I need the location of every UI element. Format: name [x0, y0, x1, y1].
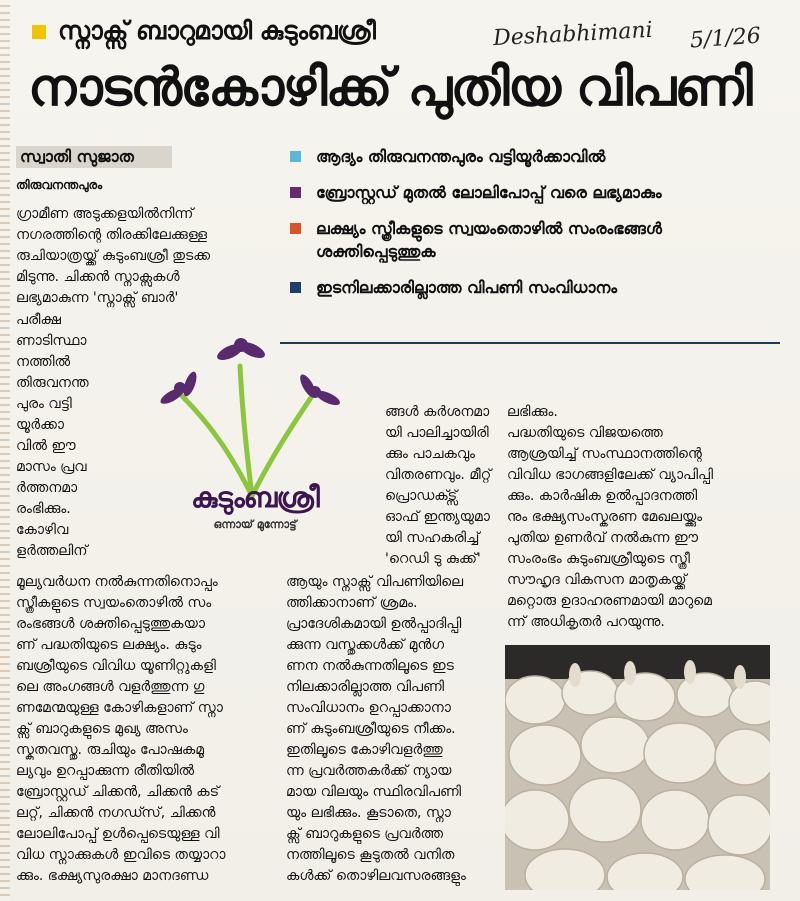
- square-bullet-icon: [290, 282, 301, 293]
- text-line: ക്കും പാചകവും: [385, 446, 476, 462]
- kicker-marker-icon: [32, 25, 46, 39]
- highlight-text: ലക്ഷ്യം സ്ത്രീകളുടെ സ്വയംതൊഴിൽ സംരംഭങ്ങൾ ശക്തിപ്പെടുത്തുക: [316, 219, 662, 261]
- text-line: ലഭ്യമാകുന്ന 'സ്നാക്സ് ബാർ': [16, 290, 179, 306]
- text-line: ണ് പദ്ധതിയുടെ ലക്ഷ്യം. കുടും: [16, 637, 202, 653]
- handwritten-note: Deshabhimani: [492, 17, 654, 52]
- square-bullet-icon: [290, 151, 301, 162]
- text-line: രംഭങ്ങൾ ശക്തിപ്പെടുത്തുകയാ: [16, 616, 205, 632]
- torn-edge: [0, 0, 10, 901]
- text-line: 'റെഡി ടു കുക്ക്': [385, 551, 481, 567]
- text-line: പുരം വട്ടി: [16, 396, 72, 412]
- highlight-text: ഇടനിലക്കാരില്ലാത്ത വിപണി സംവിധാനം: [316, 278, 618, 297]
- text-line: ണ് കുടുംബശ്രീയുടെ നീക്കം.: [286, 721, 456, 737]
- logo-name: കുടുംബശ്രീ: [191, 481, 319, 514]
- highlight-item: [288, 181, 768, 204]
- highlight-text: ആദ്യം തിരുവനന്തപുരം വട്ടിയൂർക്കാവിൽ: [316, 147, 606, 166]
- text-line: ആശ്രയിച്ച് സംസ്ഥാനത്തിന്റെ: [507, 446, 702, 462]
- text-line: ലോലിപോപ്പ് ഉൾപ്പെടെയുള്ള വി: [16, 826, 220, 842]
- text-line: വിതരണവും. മീറ്റ്: [385, 467, 492, 483]
- text-line: ഗ്രാമീണ അടുക്കളയിൽനിന്ന്: [16, 206, 194, 222]
- text-line: ന്ന പ്രവർത്തകർക്ക് ന്യായ: [286, 763, 452, 779]
- highlight-item: [288, 145, 768, 168]
- text-line: സൗഹൃദ വികസന മാതൃകയ്ക്ക്: [507, 572, 687, 588]
- text-line: ഓഫ് ഇന്ത്യയുമാ: [385, 509, 490, 525]
- text-line: വിധ സ്നാക്കുകൾ ഇവിടെ തയ്യാറാ: [16, 847, 226, 863]
- dateline: തിരുവനന്തപുരം: [16, 178, 103, 192]
- text-line: ളർത്തലിന്: [16, 543, 88, 559]
- highlight-text: ബ്രോസ്റ്റഡ് മുതൽ ലോലിപോപ്പ് വരെ ലഭ്യമാകും: [316, 183, 662, 202]
- text-line: രുചിയാത്രയ്ക്ക് കുടുംബശ്രീ തുടക്ക: [16, 248, 211, 264]
- text-line: യും ലഭിക്കും. കൂടാതെ, സ്നാ: [286, 805, 451, 821]
- text-line: ബശ്രീയുടെ വിവിധ യൂണിറ്റുകളി: [16, 658, 216, 674]
- highlight-item: [288, 217, 768, 263]
- text-line: യി സഹകരിച്ച്: [385, 530, 480, 546]
- text-line: ക്കും. ഭക്ഷ്യസുരക്ഷാ മാനദണ്ഡ: [16, 868, 209, 884]
- text-line: മിടുന്നു. ചിക്കൻ സ്നാക്സുകൾ: [16, 269, 180, 285]
- text-line: നിലക്കാരില്ലാത്ത വിപണി: [286, 679, 445, 695]
- text-line: സംവിധാനം ഉറപ്പാക്കാനാ: [286, 700, 451, 716]
- text-line: ഇതിലൂടെ കോഴിവളർത്തു: [286, 742, 443, 758]
- text-line: ലറ്റ്, ചിക്കൻ നഗഡ്സ്, ചിക്കൻ: [16, 805, 216, 821]
- text-line: കൾക്ക് തൊഴിലവസരങ്ങളും: [286, 868, 466, 884]
- text-line: സംരംഭം കുടുംബശ്രീയുടെ സ്ത്രീ: [507, 551, 690, 567]
- text-line: ത്തിക്കാനാണ് ശ്രമം.: [286, 595, 418, 611]
- text-line: നും ഭക്ഷ്യസംസ്കരണ മേഖലയ്ക്കും: [507, 509, 703, 525]
- text-line: പ്രൊഡക്ട്സ്: [385, 488, 458, 504]
- text-line: തിരുവനന്ത: [16, 375, 89, 391]
- text-line: നത്തിൽ: [16, 354, 71, 370]
- byline: സ്വാതി സുജാത: [16, 146, 172, 168]
- headline: നാടൻകോഴിക്ക് പുതിയ വിപണി: [28, 58, 752, 118]
- highlight-item: [288, 276, 768, 299]
- handwritten-date: 5/1/26: [689, 23, 762, 54]
- text-line: ആയും സ്നാക്സ് വിപണിയിലെ: [286, 574, 464, 590]
- text-line: ലഭിക്കും.: [507, 404, 558, 420]
- text-line: സ്ത്രീകളുടെ സ്വയംതൊഴിൽ സം: [16, 595, 212, 611]
- text-line: ർത്തനമാ: [16, 480, 78, 496]
- text-line: വിവിധ ഭാഗങ്ങളിലേക്ക് വ്യാപിപ്പി: [507, 467, 714, 483]
- text-line: ക്സ് ബാറുകളുടെ മുഖ്യ അസം: [16, 721, 188, 737]
- text-line: ലെ അംഗങ്ങൾ വളർത്തുന്ന ഗു: [16, 679, 205, 695]
- text-line: നത്തിലൂടെ കൂടുതൽ വനിത: [286, 847, 455, 863]
- text-line: സ്കൃതവസ്തു. രുചിയും പോഷകമൂ: [16, 742, 205, 758]
- text-line: ന്ന് അധികൃതർ പറയുന്നു.: [507, 614, 665, 630]
- text-line: പ്രാദേശികമായി ഉൽപ്പാദിപ്പി: [286, 616, 462, 632]
- text-line: യി പാലിച്ചായിരി: [385, 425, 489, 441]
- text-line: പുതിയ ഉണർവ് നൽകുന്ന ഈ: [507, 530, 699, 546]
- text-line: നഗരത്തിന്റെ തിരക്കിലേക്കുള്ള: [16, 227, 208, 243]
- highlights-list: [288, 145, 768, 312]
- text-line: ണാടിസ്ഥാ: [16, 333, 87, 349]
- kicker-text: സ്നാക്സ് ബാറുമായി കുടുംബശ്രീ: [58, 16, 376, 45]
- square-bullet-icon: [290, 187, 301, 198]
- text-line: കോഴിവ: [16, 522, 69, 538]
- text-line: പരീക്ഷ: [16, 312, 61, 328]
- logo-tagline: ഒന്നായ് മുന്നോട്ട്: [213, 518, 297, 531]
- text-line: ണന നൽകുന്നതിലൂടെ ഇട: [286, 658, 454, 674]
- text-line: ണമേന്മയുള്ള കോഴികളാണ് സ്നാ: [16, 700, 223, 716]
- text-line: വിൽ ഈ: [16, 438, 76, 454]
- text-line: രംഭിക്കും.: [16, 501, 71, 517]
- text-line: മൂല്യവർധന നൽകുന്നതിനൊപ്പം: [16, 574, 218, 590]
- chicken-photo: [505, 645, 770, 890]
- text-line: യൂർക്കാ: [16, 417, 64, 433]
- text-line: മറ്റൊരു ഉദാഹരണമായി മാറുമെ: [507, 593, 712, 609]
- text-line: മായ വിലയും സ്ഥിരവിപണി: [286, 784, 461, 800]
- square-bullet-icon: [290, 223, 301, 234]
- text-line: ബ്രോസ്റ്റഡ് ചിക്കൻ, ചിക്കൻ കട്: [16, 784, 220, 800]
- text-line: ക്സ് ബാറുകളുടെ പ്രവർത്ത: [286, 826, 443, 842]
- text-line: പദ്ധതിയുടെ വിജയത്തെ: [507, 425, 663, 441]
- text-line: ക്കും. കാർഷിക ഉൽപ്പാദനത്തി: [507, 488, 698, 504]
- text-line: ക്കുന്ന വസ്തുക്കൾക്ക് മുൻഗ: [286, 637, 445, 653]
- text-line: മാസം പ്രവ: [16, 459, 87, 475]
- kicker: [32, 16, 375, 46]
- text-line: ല്യവും ഉറപ്പാക്കുന്ന രീതിയിൽ: [16, 763, 195, 779]
- text-line: ങ്ങൾ കർശനമാ: [385, 404, 490, 420]
